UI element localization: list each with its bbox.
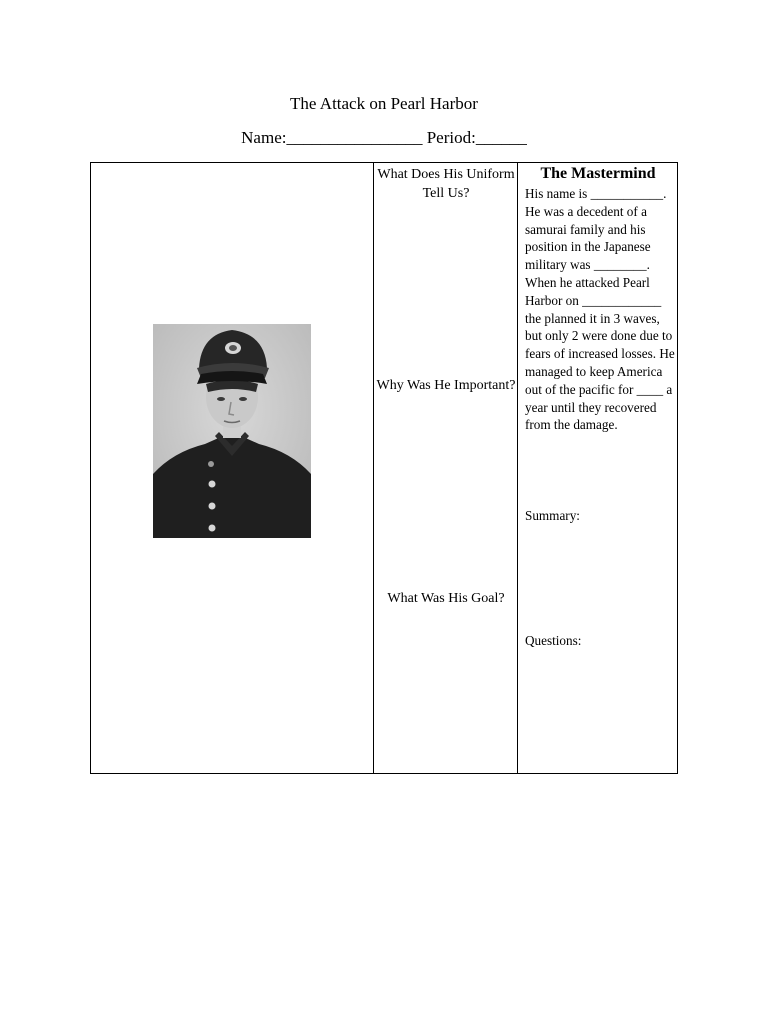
notes-heading: The Mastermind (540, 165, 656, 182)
name-period-line: Name:________________ Period:______ (241, 128, 527, 147)
notes-paragraph: His name is ___________. He was a decedent of a samurai family and his position in the Japanese military was ________. When he attacked Pearl Harbor on ____________ the planned it in 3 waves, but only 2 were done due to fears of increased losses. He managed to keep America out of the pacific for ____ a year until they recovered from the damage. (525, 186, 675, 433)
portrait-photo (153, 324, 311, 538)
importance-question: Why Was He Important? (376, 378, 516, 393)
worksheet-table (90, 162, 678, 774)
notes-column (518, 163, 678, 773)
questions-label: Questions: (525, 633, 582, 648)
page-title: The Attack on Pearl Harbor (290, 94, 478, 113)
questions-column (374, 163, 518, 773)
goal-question: What Was His Goal? (387, 591, 505, 606)
photo-column (91, 163, 374, 773)
uniform-question: What Does His Uniform Tell Us? (377, 167, 515, 201)
summary-label: Summary: (525, 508, 580, 523)
